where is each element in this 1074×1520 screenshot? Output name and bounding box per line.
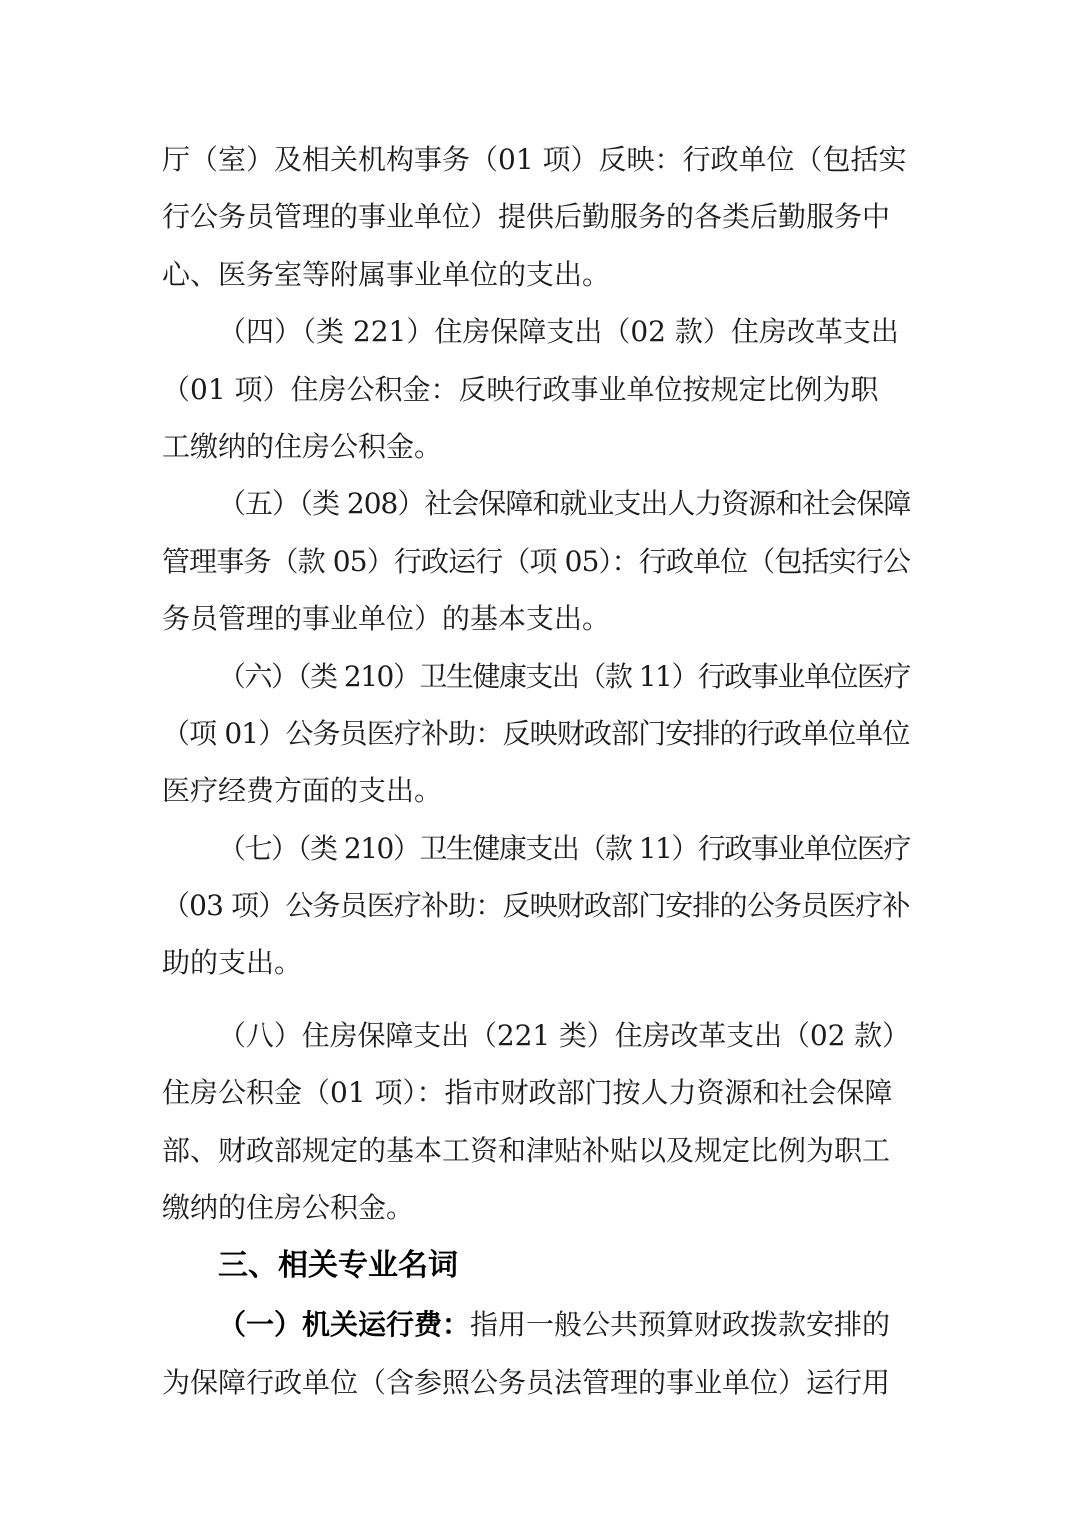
paragraph-item-6 bbox=[162, 648, 910, 820]
paragraph-item-4 bbox=[162, 303, 910, 475]
section-heading: 三、相关专业名词 bbox=[218, 1248, 458, 1284]
text-line bbox=[162, 1296, 910, 1353]
text-line: （03 项）公务员医疗补助：反映财政部门安排的公务员医疗补 bbox=[162, 889, 910, 923]
text-line: 部、财政部规定的基本工资和津贴补贴以及规定比例为职工 bbox=[162, 1133, 891, 1167]
text-line: 管理事务（款 05）行政运行（项 05）：行政单位（包括实行公 bbox=[162, 544, 911, 578]
term-label: （一）机关运行费： bbox=[218, 1308, 471, 1342]
text-line: （01 项）住房公积金：反映行政事业单位按规定比例为职 bbox=[162, 372, 879, 406]
term-definition-text: 指用一般公共预算财政拨款安排的 bbox=[470, 1308, 891, 1342]
text-line: 行公务员管理的事业单位）提供后勤服务的各类后勤服务中 bbox=[162, 200, 891, 234]
text-line: 助的支出。 bbox=[162, 946, 303, 980]
text-line: （项 01）公务员医疗补助：反映财政部门安排的行政单位单位 bbox=[162, 716, 910, 750]
paragraph-item-8 bbox=[162, 1007, 910, 1237]
text-line: （五）（类 208）社会保障和就业支出人力资源和社会保障 bbox=[218, 487, 911, 521]
paragraph-term-definition bbox=[162, 1296, 910, 1411]
text-line: （六）（类 210）卫生健康支出（款 11）行政事业单位医疗 bbox=[218, 659, 910, 693]
text-line: 医疗经费方面的支出。 bbox=[162, 774, 443, 808]
text-line: 缴纳的住房公积金。 bbox=[162, 1191, 415, 1225]
text-line: 厅（室）及相关机构事务（01 项）反映：行政单位（包括实 bbox=[162, 143, 907, 176]
text-line: 务员管理的事业单位）的基本支出。 bbox=[162, 602, 611, 636]
text-line: （七）（类 210）卫生健康支出（款 11）行政事业单位医疗 bbox=[218, 831, 910, 865]
text-line: 为保障行政单位（含参照公务员法管理的事业单位）运行用 bbox=[162, 1365, 891, 1399]
paragraph-continuation bbox=[162, 131, 910, 303]
text-line: （四）（类 221）住房保障支出（02 款）住房改革支出 bbox=[218, 315, 899, 349]
paragraph-item-7 bbox=[162, 820, 910, 992]
text-line: 工缴纳的住房公积金。 bbox=[162, 429, 443, 463]
text-line: （八）住房保障支出（221 类）住房改革支出（02 款） bbox=[218, 1018, 910, 1052]
text-line: 住房公积金（01 项）：指市财政部门按人力资源和社会保障 bbox=[162, 1076, 893, 1110]
paragraph-item-5 bbox=[162, 475, 910, 647]
text-line: 心、医务室等附属事业单位的支出。 bbox=[162, 257, 611, 291]
